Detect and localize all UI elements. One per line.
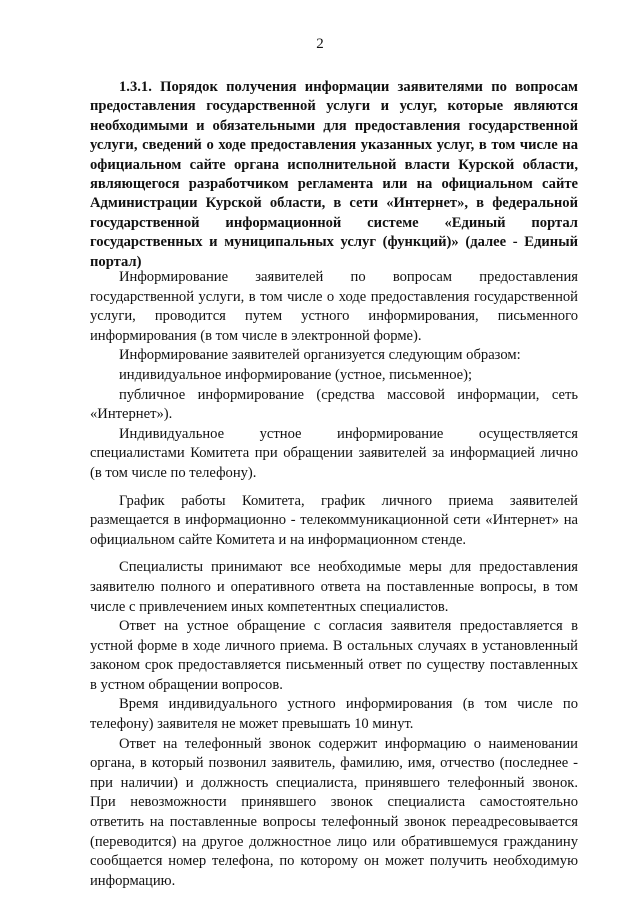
paragraph: Индивидуальное устное информирование осуществляется специалистами Комитета при обращении заявителей за информацией лично (в том числе по телефону).	[90, 425, 578, 481]
paragraph: Специалисты принимают все необходимые меры для предоставления заявителю полного и оперативного ответа на поставленные вопросы, в том числе с привлечением иных компетентных специалистов.	[90, 559, 578, 615]
paragraph: Информирование заявителей организуется следующим образом:	[119, 347, 521, 364]
section-body	[90, 268, 578, 891]
paragraph: публичное информирование (средства массовой информации, сеть «Интернет»).	[90, 386, 578, 423]
page-number: 2	[316, 36, 324, 52]
paragraph: Ответ на устное обращение с согласия заявителя предоставляется в устной форме в ходе личного приема. В остальных случаях в установленный законом срок предоставляется письменный ответ по существу поставленных в устном обращении вопросов.	[90, 618, 578, 693]
section-heading: 1.3.1. Порядок получения информации заявителями по вопросам предоставления государственной услуги и услуг, которые являются необходимыми и обязательными для предоставления государственной услуги, сведений о ходе предоставления указанных услуг, в том числе на официальном сайте органа исполнительной власти Курской области, являющегося разработчиком регламента или на официальном сайте Администрации Курской области, в сети «Интернет», в федеральной государственной информационной системе «Единый портал государственных и муниципальных услуг (функций)» (далее - Единый портал)	[90, 79, 578, 270]
paragraph: Ответ на телефонный звонок содержит информацию о наименовании органа, в который позвонил заявитель, фамилию, имя, отчество (последнее - при наличии) и должность специалиста, принявшего телефонный звонок. При невозможности принявшего звонок специалиста самостоятельно ответить на поставленные вопросы телефонный звонок переадресовывается (переводится) на другое должностное лицо или обратившемуся гражданину сообщается номер телефона, по которому он может получить необходимую информацию.	[90, 735, 578, 889]
paragraph: Информирование заявителей по вопросам предоставления государственной услуги, в том числе о ходе предоставления государственной услуги, проводится путем устного информирования, письменного информирования (в том числе в электронной форме).	[90, 269, 578, 344]
paragraph: Время индивидуального устного информирования (в том числе по телефону) заявителя не может превышать 10 минут.	[90, 696, 578, 733]
paragraph: График работы Комитета, график личного приема заявителей размещается в информационно - телекоммуникационной сети «Интернет» на официальном сайте Комитета и на информационном стенде.	[90, 492, 578, 548]
paragraph: индивидуальное информирование (устное, письменное);	[119, 366, 473, 383]
